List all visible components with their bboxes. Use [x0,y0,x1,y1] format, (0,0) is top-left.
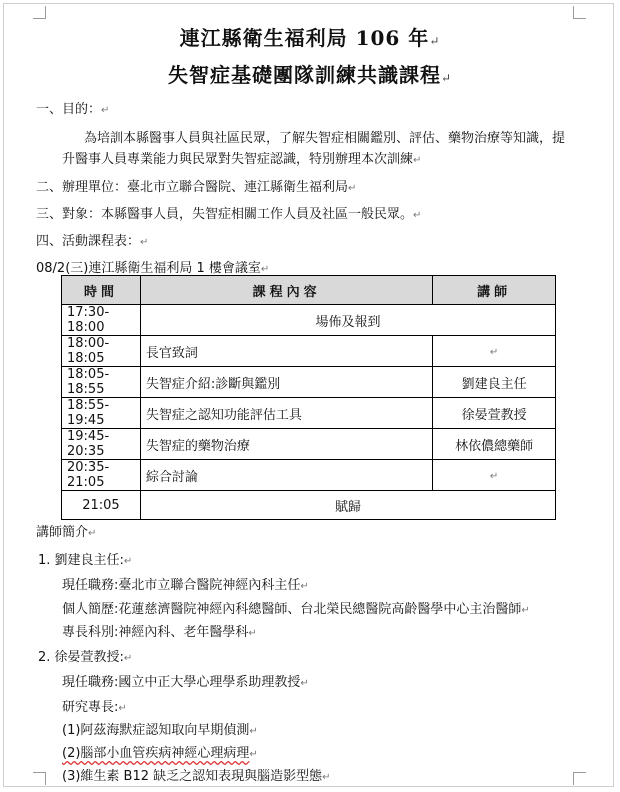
cell-lecturer: 林依儂總藥師 [433,429,556,460]
lecturer2-current: 現任職務:國立中正大學心理學系助理教授↵ [62,675,309,690]
lecturer2-research-item: (3)維生素 B12 缺乏之認知表現與腦造影型態↵ [62,769,331,784]
lecturer2-research-label: 研究專長:↵ [62,700,127,715]
col-header-time: 時間 [62,276,141,305]
table-row [62,398,556,429]
cell-lecturer: ↵ [433,460,556,491]
cell-lecturer: ↵ [433,336,556,367]
lecturer2-research-item: (1)阿茲海默症認知取向早期偵測↵ [62,723,258,738]
section-organizer: 二、辦理單位：臺北市立聯合醫院、連江縣衛生福利局↵ [36,180,357,195]
table-row [62,305,556,336]
cell-content: 失智症介紹:診斷與鑑別 [140,367,432,398]
cell-content: 賦歸 [140,491,555,520]
section-schedule-heading: 四、活動課程表：↵ [36,234,149,249]
cell-time: 18:00-18:05 [62,336,141,367]
table-row [62,491,556,520]
table-row [62,367,556,398]
margin-corner-top-right [573,6,586,19]
cell-content: 長官致詞 [140,336,432,367]
section-audience: 三、對象：本縣醫事人員，失智症相關工作人員及社區一般民眾。↵ [36,207,422,222]
lecturers-heading: 講師簡介↵ [36,525,97,540]
table-header-row [62,276,556,305]
lecturer2-research-item: (2)腦部小血管疾病神經心理病理↵ [62,746,258,761]
table-row [62,460,556,491]
lecturer1-specialty: 專長科別:神經內科、老年醫學科↵ [62,625,257,640]
cell-time: 21:05 [62,491,141,520]
cell-content: 失智症之認知功能評估工具 [140,398,432,429]
lecturer1-history: 個人簡歷:花蓮慈濟醫院神經內科總醫師、台北榮民總醫院高齡醫學中心主治醫師↵ [62,602,530,617]
doc-title-line1: 連江縣衛生福利局 106 年↵ [179,26,441,50]
table-row [62,336,556,367]
cell-time: 20:35-21:05 [62,460,141,491]
margin-corner-bottom-left [33,772,46,785]
lecturer1-current: 現任職務:臺北市立聯合醫院神經內科主任↵ [62,578,309,593]
doc-title-line2: 失智症基礎團隊訓練共識課程↵ [167,63,453,87]
cell-time: 19:45-20:35 [62,429,141,460]
section-purpose-heading: 一、目的：↵ [36,102,110,117]
table-row [62,429,556,460]
section-purpose-body-line2: 升醫事人員專業能力與民眾對失智症認識，特別辦理本次訓練↵ [62,152,422,167]
lecturer2-name: 2. 徐晏萱教授:↵ [38,650,133,665]
schedule-table [61,275,556,520]
cell-content: 失智症的藥物治療 [140,429,432,460]
cell-time: 18:05-18:55 [62,367,141,398]
margin-corner-top-left [33,6,46,19]
col-header-lecturer: 講師 [433,276,556,305]
cell-lecturer: 徐晏萱教授 [433,398,556,429]
lecturer1-name: 1. 劉建良主任:↵ [38,553,133,568]
cell-content: 綜合討論 [140,460,432,491]
cell-lecturer: 劉建良主任 [433,367,556,398]
session-header: 08/2(三)連江縣衛生福利局 1 樓會議室↵ [36,261,270,276]
col-header-content: 課程內容 [140,276,432,305]
section-purpose-body-line1: 為培訓本縣醫事人員與社區民眾，了解失智症相關鑑別、評估、藥物治療等知識，提 [84,131,566,146]
cell-content: 場佈及報到 [140,305,555,336]
margin-corner-bottom-right [573,772,586,785]
cell-time: 18:55-19:45 [62,398,141,429]
cell-time: 17:30-18:00 [62,305,141,336]
